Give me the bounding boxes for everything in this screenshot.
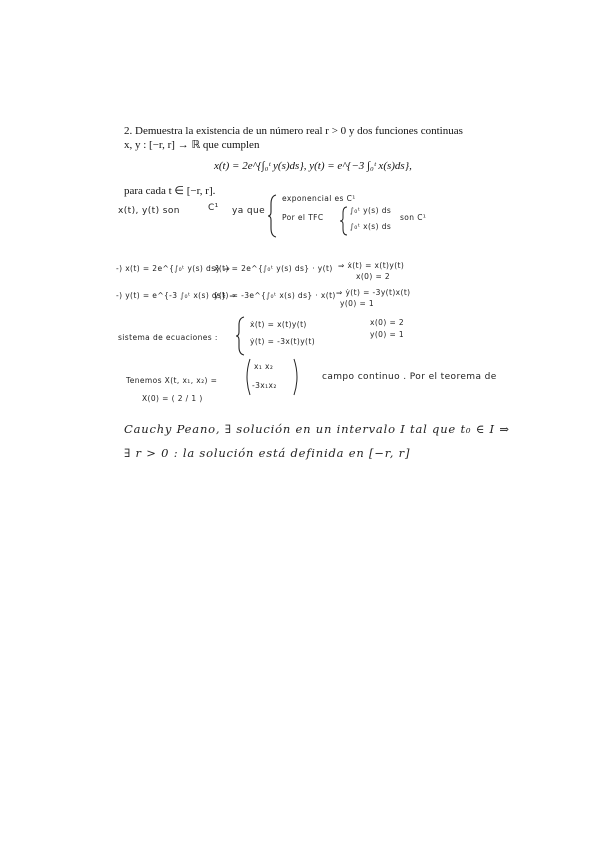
problem-line-2: x, y : [−r, r] → ℝ que cumplen bbox=[124, 139, 260, 151]
deriv-y-dot: ẏ(t) = -3e^{∫₀ᵗ x(s) ds} · x(t) bbox=[214, 291, 336, 300]
system-label: sistema de ecuaciones : bbox=[118, 333, 218, 342]
note-int-x: ∫₀ᵗ x(s) ds bbox=[350, 222, 392, 231]
problem-statement bbox=[124, 124, 484, 152]
problem-domain: para cada t ∈ [−r, r]. bbox=[124, 185, 216, 197]
deriv-y-def: -) y(t) = e^{-3 ∫₀ᵗ x(s) ds} ⇒ bbox=[116, 291, 237, 300]
deriv-x-def: -) x(t) = 2e^{∫₀ᵗ y(s) ds} ⇒ bbox=[116, 264, 231, 273]
cauchy-peano-line-2: ∃ r > 0 : la solución está definida en [−r, r] bbox=[124, 446, 411, 460]
note-tfc: Por el TFC bbox=[282, 213, 324, 222]
system-eq-2: ẏ(t) = -3x(t)y(t) bbox=[250, 337, 316, 346]
note-son: x(t), y(t) son bbox=[118, 206, 180, 216]
note-c1: C¹ bbox=[208, 203, 219, 213]
initial-vector: X(0) = ( 2 / 1 ) bbox=[142, 394, 203, 403]
brace-icon bbox=[236, 316, 246, 356]
field-continuous: campo continuo . Por el teorema de bbox=[322, 372, 497, 382]
deriv-x-initial: x(0) = 2 bbox=[356, 272, 391, 281]
note-ya-que: ya que bbox=[232, 206, 266, 216]
note-son-c1: son C¹ bbox=[400, 213, 427, 222]
matrix-row-1: x₁ x₂ bbox=[254, 362, 274, 371]
brace-icon bbox=[268, 194, 278, 238]
deriv-x-result: ⇒ ẋ(t) = x(t)y(t) bbox=[338, 261, 405, 270]
system-cond-1: x(0) = 2 bbox=[370, 318, 405, 327]
cauchy-peano-line-1: Cauchy Peano, ∃ solución en un intervalo I tal que t₀ ∈ I ⇒ bbox=[124, 422, 510, 436]
note-int-y: ∫₀ᵗ y(s) ds bbox=[350, 206, 392, 215]
deriv-x-dot: ẋ(t) = 2e^{∫₀ᵗ y(s) ds} · y(t) bbox=[214, 264, 333, 273]
brace-icon bbox=[340, 206, 348, 236]
system-eq-1: ẋ(t) = x(t)y(t) bbox=[250, 320, 307, 329]
matrix-row-2: -3x₁x₂ bbox=[252, 381, 277, 390]
system-cond-2: y(0) = 1 bbox=[370, 330, 405, 339]
deriv-y-result: ⇒ ẏ(t) = -3y(t)x(t) bbox=[336, 288, 411, 297]
field-def: Tenemos X(t, x₁, x₂) = bbox=[126, 376, 218, 385]
problem-line-1: 2. Demuestra la existencia de un número real r > 0 y dos funciones continuas bbox=[124, 125, 463, 137]
problem-formula: x(t) = 2e^{∫₀ᵗ y(s)ds}, y(t) = e^{−3 ∫₀ᵗ x(s)ds}, bbox=[214, 160, 412, 172]
note-exponencial: exponencial es C¹ bbox=[282, 194, 356, 203]
deriv-y-initial: y(0) = 1 bbox=[340, 299, 375, 308]
